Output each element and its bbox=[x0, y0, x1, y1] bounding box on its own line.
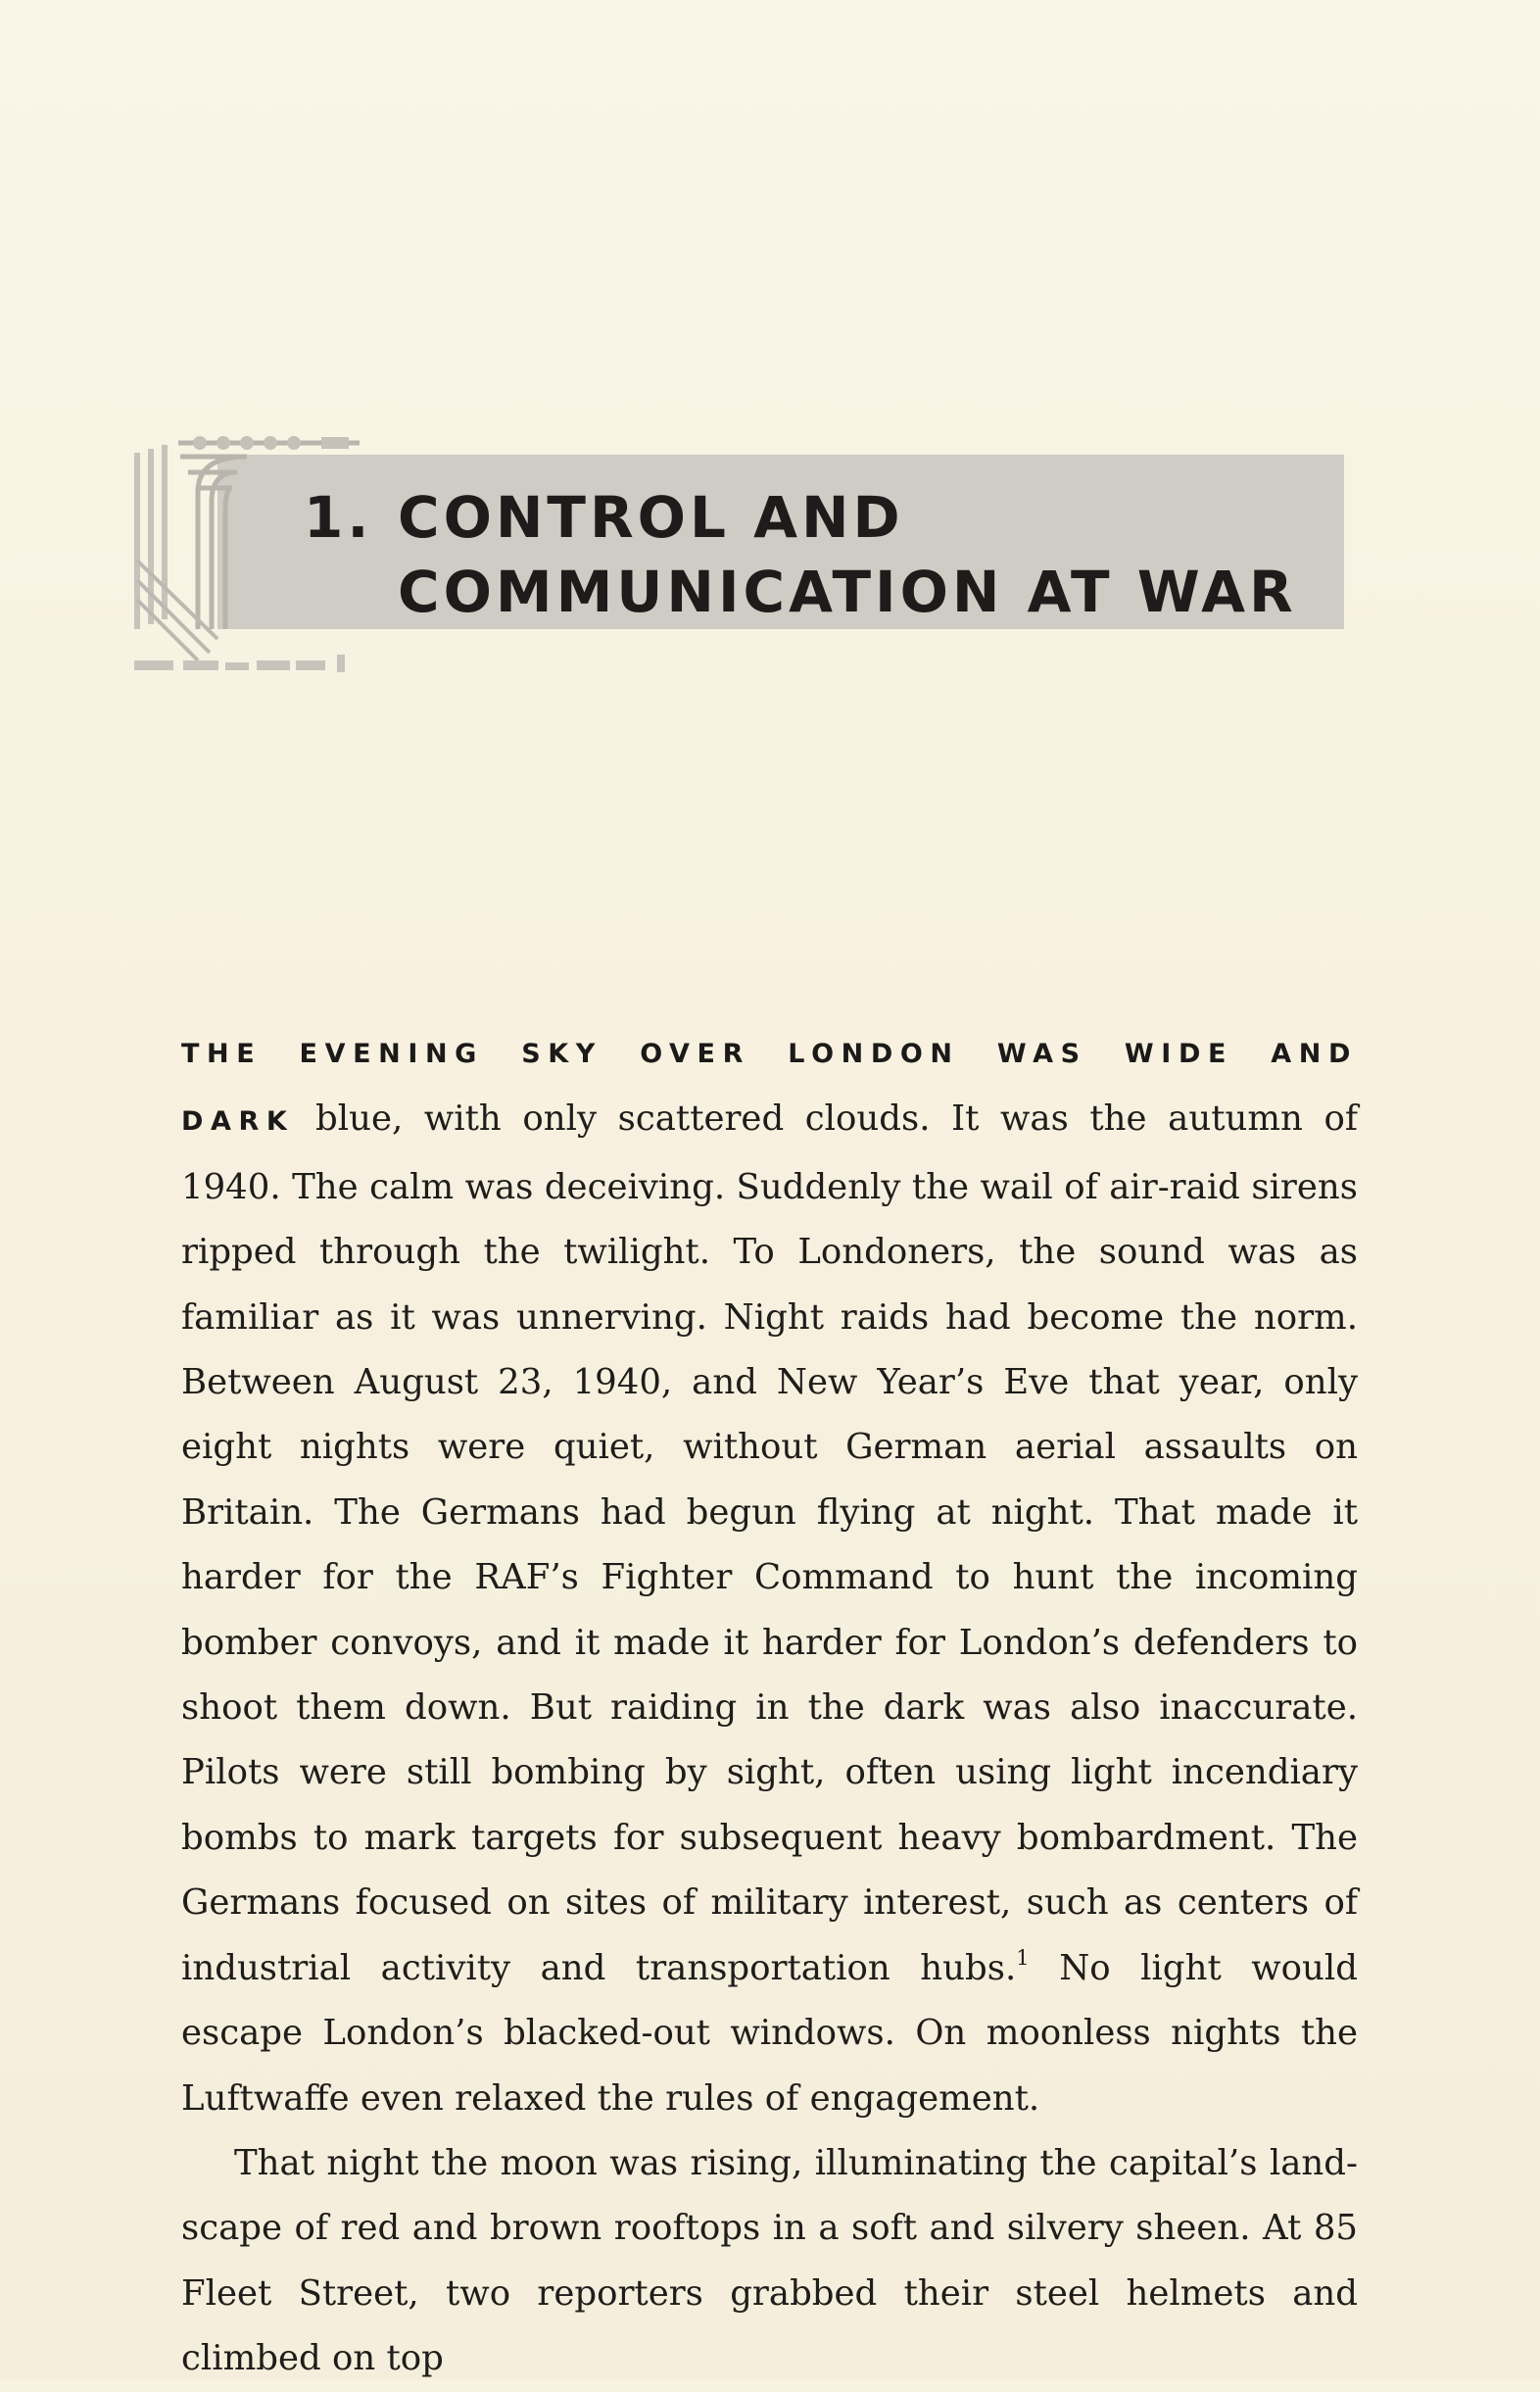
paragraph-1-text: blue, with only scattered clouds. It was the autumn of 1940. The calm was deceiving. Suddenly the wail of air-raid sirens ripped through the twilight. To Londoners, the sound was as familiar as it was unnerving. Night raids had become the norm. Between August 23, 1940, and New Year’s Eve that year, only eight nights were quiet, without German aerial assaults on Britain. The Germans had begun flying at night. That made it harder for the RAF’s Fighter Command to hunt the incoming bomber convoys, and it made it harder for London’s defenders to shoot them down. But raiding in the dark was also inaccurate. Pilots were still bombing by sight, often using light incendiary bombs to mark targets for subsequent heavy bombardment. The Germans focused on sites of military interest, such as centers of industrial activity and transportation hubs. bbox=[181, 1098, 1358, 1988]
lead-in-caps: THE EVENING SKY OVER LONDON WAS WIDE AND DARK bbox=[181, 1039, 1358, 1138]
body-text bbox=[181, 1019, 1358, 2392]
chapter-title-line-2: COMMUNICATION AT WAR bbox=[398, 559, 1297, 625]
paragraph-2: That night the moon was rising, illuminating the capital’s landscape of red and brown rooftops in a soft and silvery sheen. At 85 Fleet Street, two reporters grabbed their steel helmets and climbed on top bbox=[181, 2142, 1358, 2379]
chapter-title bbox=[304, 480, 1297, 629]
chapter-title-text-1: CONTROL AND bbox=[398, 484, 904, 551]
chapter-title-line-1 bbox=[304, 480, 1297, 555]
footnote-marker[interactable]: 1 bbox=[1016, 1945, 1030, 1970]
paragraph-1-text-end: No light would escape London’s blacked-out windows. On moonless nights the Luftwaffe even relaxed the rules of engagement. bbox=[181, 1947, 1358, 2119]
paragraph-1 bbox=[181, 1019, 1358, 2131]
chapter-header bbox=[129, 433, 1348, 639]
chapter-number: 1. bbox=[304, 484, 373, 551]
